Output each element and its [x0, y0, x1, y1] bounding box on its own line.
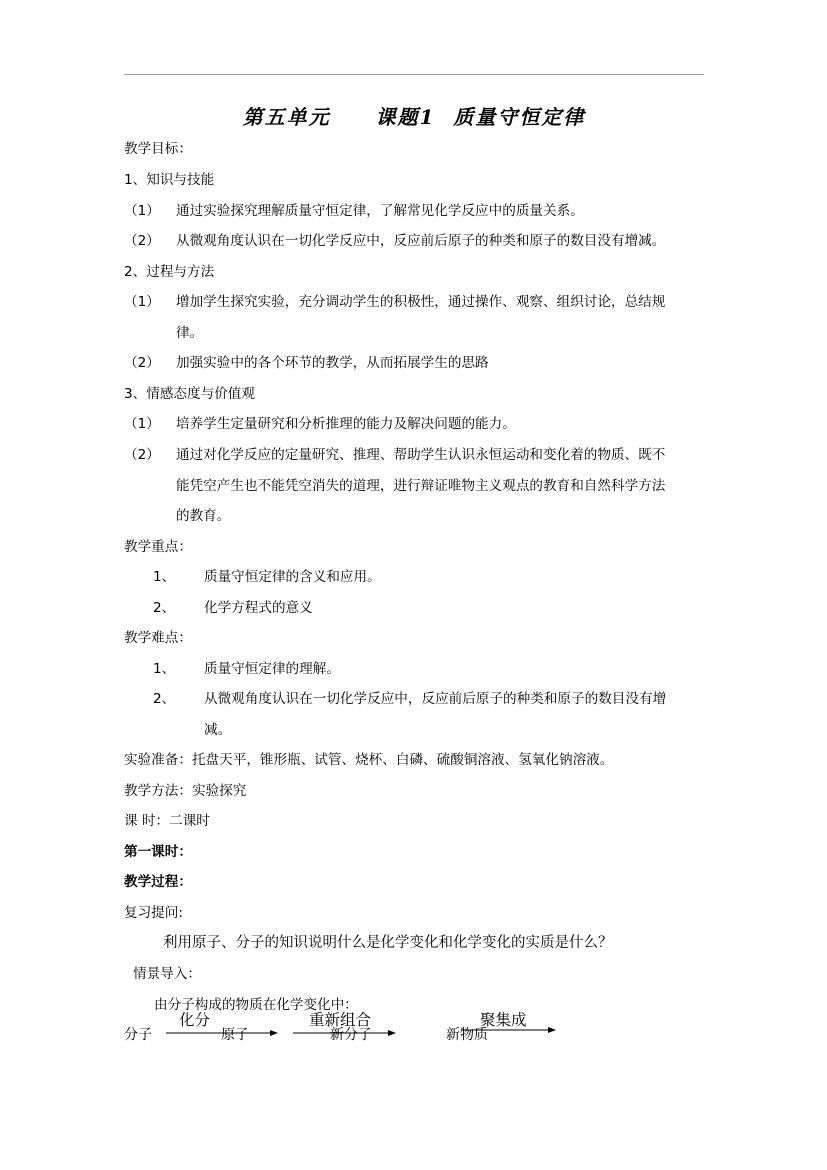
diagram-new-substance: 新物质	[446, 1027, 488, 1043]
list-item-text: 能凭空产生也不能凭空消失的道理，进行辩证唯物主义观点的教育和自然科学方法	[176, 478, 666, 494]
diagram-step-split: 化分	[179, 1011, 211, 1029]
list-item-text: 从微观角度认识在一切化学反应中，反应前后原子的种类和原子的数目没有增	[204, 691, 667, 707]
list-number: 1、	[153, 661, 176, 677]
knowledge-heading: 1、知识与技能	[124, 172, 215, 188]
list-number: 2、	[153, 600, 176, 616]
diagram-step-recombine: 重新组合	[309, 1011, 372, 1029]
class-hours: 课 时：二课时	[124, 813, 210, 829]
process-heading: 2、过程与方法	[124, 264, 215, 280]
list-number: （2）	[124, 355, 160, 371]
list-item-text: 培养学生定量研究和分析推理的能力及解决问题的能力。	[176, 416, 516, 432]
list-item-text: 加强实验中的各个环节的教学，从而拓展学生的思路	[176, 355, 489, 371]
diagram-molecule: 分子	[124, 1027, 152, 1043]
first-lesson-heading: 第一课时：	[124, 844, 192, 860]
list-item-text: 律。	[176, 325, 204, 341]
teaching-method: 教学方法：实验探究	[124, 783, 247, 799]
list-number: 2、	[153, 691, 176, 707]
page-title: 第五单元 课题1 质量守恒定律	[242, 105, 586, 129]
list-number: （1）	[124, 203, 160, 219]
review-question: 利用原子、分子的知识说明什么是化学变化和化学变化的实质是什么？	[163, 935, 613, 951]
list-item-text: 质量守恒定律的含义和应用。	[204, 569, 381, 585]
list-number: （1）	[124, 294, 160, 310]
list-item-text: 的教育。	[176, 508, 231, 524]
procedure-heading: 教学过程：	[124, 874, 192, 890]
list-item-text: 通过实验探究理解质量守恒定律，了解常见化学反应中的质量关系。	[176, 203, 584, 219]
diagram-new-molecule: 新分子	[330, 1027, 372, 1043]
intro-text: 由分子构成的物质在化学变化中：	[154, 997, 358, 1013]
list-number: （2）	[124, 447, 160, 463]
difficulties-heading: 教学难点：	[124, 630, 192, 646]
intro-heading: 情景导入：	[133, 966, 201, 982]
key-points-heading: 教学重点：	[124, 539, 192, 555]
list-number: （2）	[124, 233, 160, 249]
list-number: 1、	[153, 569, 176, 585]
emotion-heading: 3、情感态度与价值观	[124, 386, 255, 402]
list-item-text: 通过对化学反应的定量研究、推理、帮助学生认识永恒运动和变化着的物质、既不	[176, 447, 666, 463]
list-item-text: 减。	[204, 722, 232, 738]
list-item-text: 增加学生探究实验，充分调动学生的积极性，通过操作、观察、组织讨论，总结规	[176, 294, 666, 310]
experiment-prep: 实验准备：托盘天平，锥形瓶、试管、烧杯、白磷、硫酸铜溶液、氢氧化钠溶液。	[124, 752, 614, 768]
list-item-text: 化学方程式的意义	[204, 600, 313, 616]
list-item-text: 从微观角度认识在一切化学反应中，反应前后原子的种类和原子的数目没有增减。	[176, 233, 666, 249]
diagram-atom: 原子	[221, 1027, 249, 1043]
review-heading: 复习提问:	[124, 905, 183, 921]
diagram-step-aggregate: 聚集成	[480, 1011, 527, 1029]
list-item-text: 质量守恒定律的理解。	[204, 661, 340, 677]
objectives-heading: 教学目标：	[124, 141, 192, 157]
list-number: （1）	[124, 416, 160, 432]
